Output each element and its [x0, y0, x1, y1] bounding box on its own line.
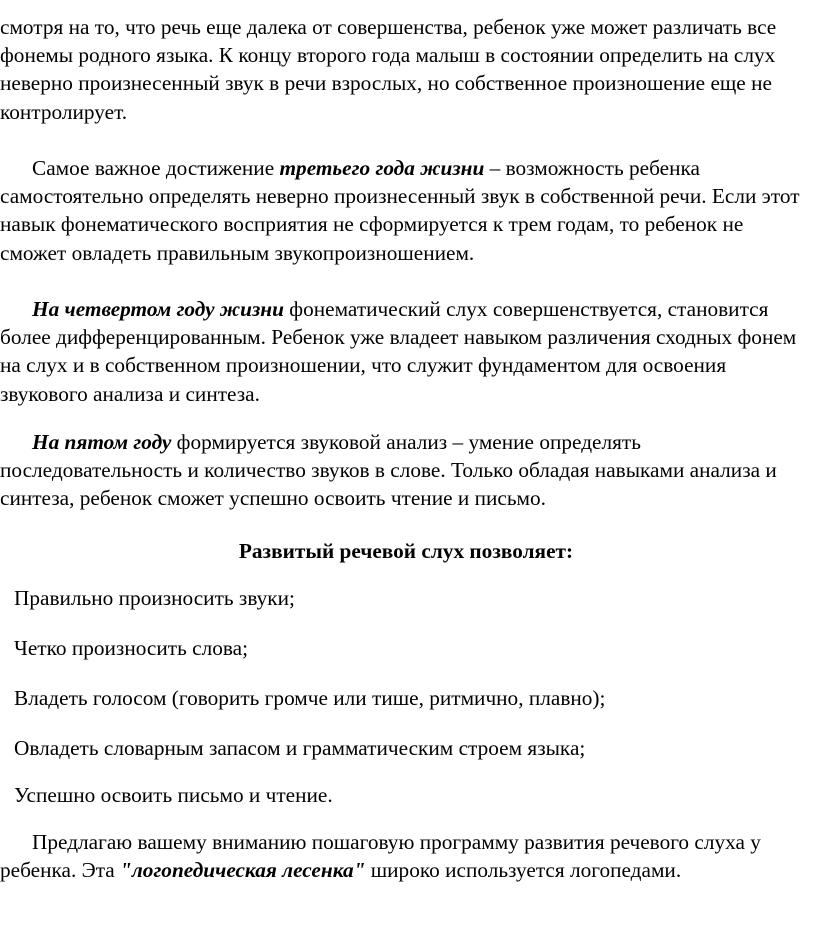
- paragraph-2-rest: – возможность ребенка самостоятельно определять неверно произнесенный звук в собственной речи. Если этот навык фонематического восприятия не сформируется к трем годам, то ребенок не сможет овладеть правильным звукопроизношением.: [0, 156, 800, 265]
- paragraph-5: [0, 828, 812, 884]
- paragraph-4-emphasis: На пятом году: [32, 430, 172, 454]
- paragraph-5-lead: Предлагаю вашему вниманию пошаговую программу развития речевого слуха у ребенка. Эта: [0, 830, 761, 883]
- paragraph-2-lead: Самое важное достижение: [32, 156, 280, 180]
- list-item: Правильно произносить звуки;: [14, 586, 295, 610]
- section-heading: Развитый речевой слух позволяет:: [238, 539, 574, 563]
- paragraph-3-rest: фонематический слух совершенствуется, становится более дифференцированным. Ребенок уже владеет навыком различения сходных фонем на слух и в собственном произношении, что служит фундаментом для освоения звукового анализа и синтеза.: [0, 297, 797, 406]
- paragraph-3-emphasis: На четвертом году жизни: [32, 297, 284, 321]
- paragraph-3: [0, 295, 812, 408]
- paragraph-1: [0, 13, 812, 126]
- paragraph-4-rest: формируется звуковой анализ – умение определять последовательность и количество звуков в слове. Только обладая навыками анализа и синтеза, ребенок сможет успешно освоить чтение и письмо.: [0, 430, 777, 511]
- paragraph-5-rest: широко используется логопедами.: [365, 858, 682, 883]
- list-item: Четко произносить слова;: [14, 636, 248, 660]
- paragraph-2-emphasis: третьего года жизни: [279, 156, 485, 180]
- paragraph-2: [0, 154, 812, 267]
- paragraph-1-text: смотря на то, что речь еще далека от совершенства, ребенок уже может различать все фонемы родного языка. К концу второго года малыш в состоянии определить на слух неверно произнесенный звук в речи взрослых, но собственное произношение еще не контролирует.: [0, 15, 777, 124]
- list-item: Владеть голосом (говорить громче или тише, ритмично, плавно);: [14, 686, 606, 710]
- paragraph-5-emphasis: "логопедическая лесенка": [120, 858, 366, 883]
- list-item: Успешно освоить письмо и чтение.: [14, 783, 333, 807]
- list-item: Овладеть словарным запасом и грамматическим строем языка;: [14, 736, 586, 760]
- paragraph-4: [0, 428, 812, 513]
